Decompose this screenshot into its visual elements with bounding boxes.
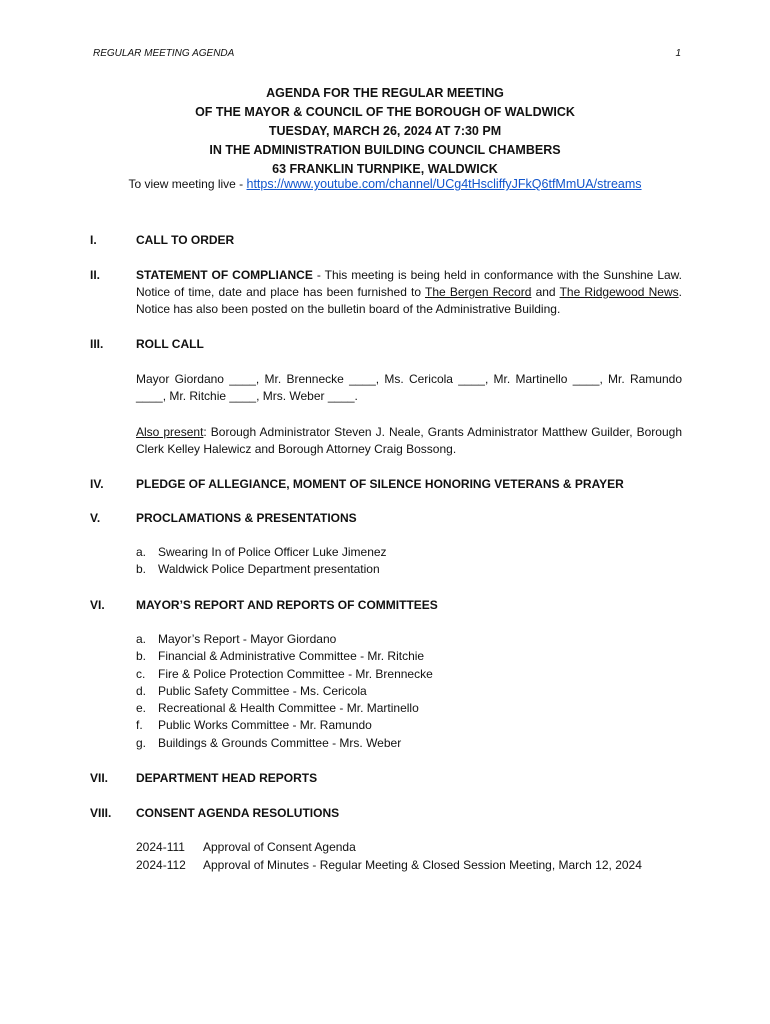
header-title: REGULAR MEETING AGENDA	[93, 48, 235, 59]
section-number: IV.	[90, 477, 104, 491]
section-roll-call	[90, 336, 682, 353]
list-item: a. Swearing In of Police Officer Luke Jimenez	[136, 545, 387, 559]
list-item: c. Fire & Police Protection Committee - Mr. Brennecke	[136, 666, 433, 681]
roll-call-names: Mayor Giordano ____, Mr. Brennecke ____, Ms. Cericola ____, Mr. Martinello ____, Mr. Ramundo ____, Mr. Ritchie ____, Mrs. Weber ____.	[136, 372, 682, 403]
title-line: IN THE ADMINISTRATION BUILDING COUNCIL CHAMBERS	[209, 143, 561, 157]
compliance-text-end: . Notice has also been posted on the bulletin board of the Administrative Building.	[136, 285, 682, 316]
title-line: AGENDA FOR THE REGULAR MEETING	[266, 86, 504, 100]
section-department-head-reports	[90, 770, 682, 787]
section-number: VII.	[90, 771, 109, 785]
section-number: I.	[90, 233, 97, 247]
section-heading: PROCLAMATIONS & PRESENTATIONS	[136, 511, 357, 525]
resolution-row	[136, 839, 696, 857]
list-item: d. Public Safety Committee - Ms. Cericola	[136, 683, 367, 698]
also-present-label: Also present	[136, 425, 204, 439]
also-present-text: : Borough Administrator Steven J. Neale, Grants Administrator Matthew Guilder, Borough Clerk Kelley Halewicz and Borough Attorney Craig Bossong.	[136, 425, 682, 456]
live-stream-prefix: To view meeting live -	[128, 177, 247, 191]
list-item: a. Mayor’s Report - Mayor Giordano	[136, 632, 337, 646]
also-present	[90, 424, 682, 458]
section-call-to-order	[90, 232, 682, 249]
section-heading: CONSENT AGENDA RESOLUTIONS	[136, 806, 340, 820]
proclamations-list	[136, 544, 676, 579]
list-item: e. Recreational & Health Committee - Mr. Martinello	[136, 701, 419, 716]
compliance-and: and	[531, 285, 560, 299]
list-item: f. Public Works Committee - Mr. Ramundo	[136, 718, 372, 733]
live-stream-link[interactable]: https://www.youtube.com/channel/UCg4tHscliffyJFkQ6tfMmUA/streams	[246, 177, 642, 191]
title-line: 63 FRANKLIN TURNPIKE, WALDWICK	[272, 162, 498, 176]
also-present-paragraph	[136, 424, 682, 458]
newspaper-bergen-record: The Bergen Record	[425, 285, 532, 299]
list-item: g. Buildings & Grounds Committee - Mrs. Weber	[136, 735, 402, 750]
resolution-number: 2024-111	[136, 840, 185, 854]
section-statement-of-compliance	[90, 267, 682, 318]
section-heading: ROLL CALL	[136, 337, 204, 351]
section-heading: MAYOR’S REPORT AND REPORTS OF COMMITTEES	[136, 598, 438, 612]
resolution-row	[136, 857, 696, 875]
resolution-text: Approval of Minutes - Regular Meeting & Closed Session Meeting, March 12, 2024	[203, 857, 642, 872]
resolution-text: Approval of Consent Agenda	[203, 840, 356, 854]
live-stream-line	[60, 177, 710, 191]
section-proclamations	[90, 510, 682, 527]
resolution-number: 2024-112	[136, 857, 186, 872]
compliance-paragraph	[136, 267, 682, 318]
list-item: b. Financial & Administrative Committee - Mr. Ritchie	[136, 649, 425, 664]
compliance-text: - This meeting is being held in conformance with the Sunshine Law. Notice of time, date and place has been furnished to	[136, 268, 682, 299]
section-heading: STATEMENT OF COMPLIANCE	[136, 268, 313, 282]
title-line: OF THE MAYOR & COUNCIL OF THE BOROUGH OF WALDWICK	[195, 105, 575, 119]
newspaper-ridgewood-news: The Ridgewood News	[559, 285, 679, 299]
section-number: II.	[90, 268, 101, 282]
list-item: b. Waldwick Police Department presentation	[136, 562, 380, 577]
resolutions-list	[136, 839, 696, 874]
page-number: 1	[675, 48, 681, 59]
section-number: V.	[90, 511, 101, 525]
agenda-title	[60, 84, 710, 179]
running-header	[93, 48, 681, 59]
section-consent-agenda	[90, 805, 682, 822]
section-number: VI.	[90, 598, 105, 612]
section-heading: CALL TO ORDER	[136, 233, 235, 247]
section-heading: PLEDGE OF ALLEGIANCE, MOMENT OF SILENCE HONORING VETERANS & PRAYER	[136, 477, 624, 491]
committee-reports-list	[136, 631, 676, 752]
section-pledge	[90, 476, 682, 493]
section-number: III.	[90, 337, 104, 351]
section-number: VIII.	[90, 806, 112, 820]
roll-call-list	[90, 371, 682, 405]
section-mayors-report	[90, 597, 682, 614]
section-heading: DEPARTMENT HEAD REPORTS	[136, 771, 318, 785]
title-line: TUESDAY, MARCH 26, 2024 AT 7:30 PM	[268, 124, 502, 138]
